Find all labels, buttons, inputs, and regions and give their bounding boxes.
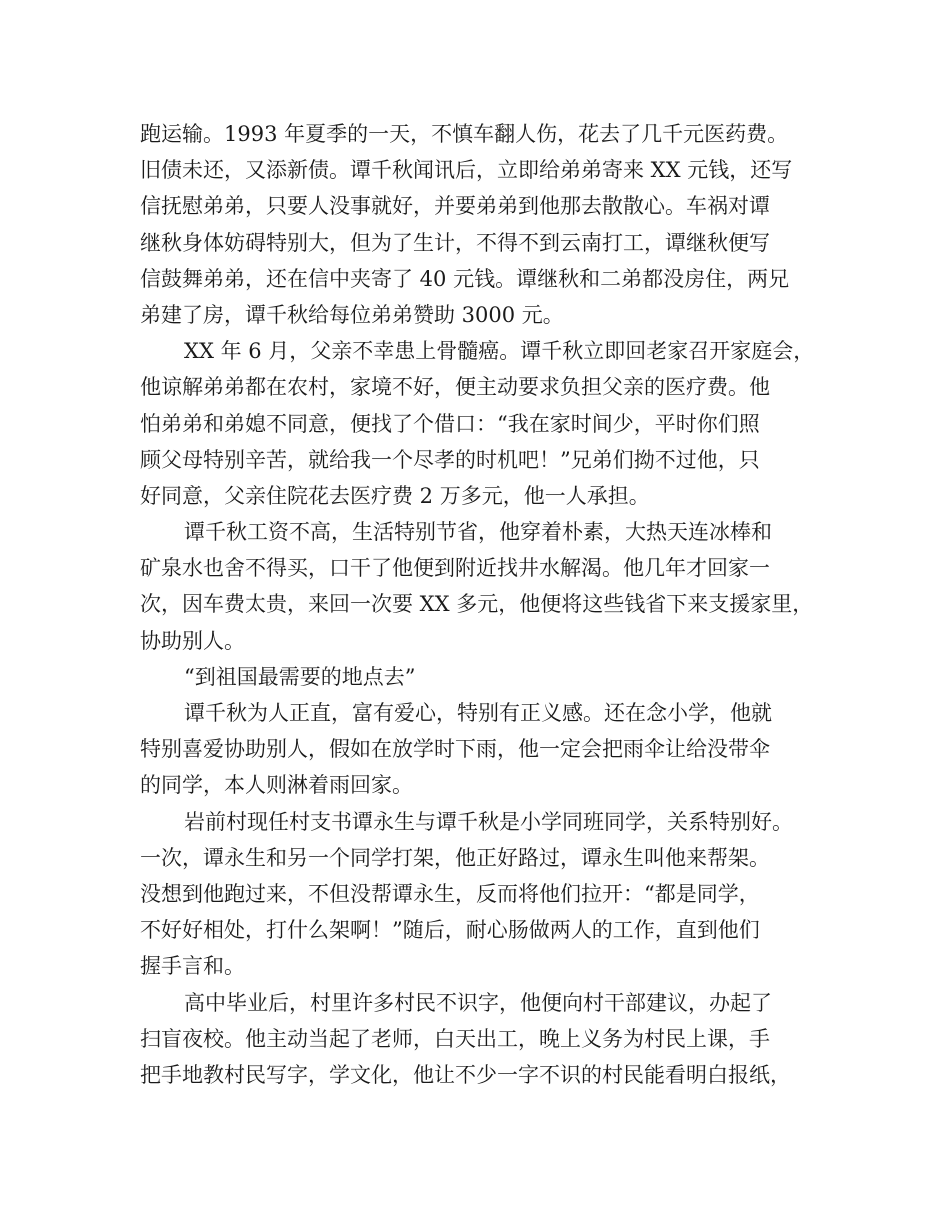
text-line: 旧债未还，又添新债。谭千秋闻讯后，立即给弟弟寄来 XX 元钱，还写	[140, 158, 793, 183]
text-line: 高中毕业后，村里许多村民不识字，他便向村干部建议，办起了	[184, 990, 772, 1015]
text-line: 不好好相处，打什么架啊！”随后，耐心肠做两人的工作，直到他们	[140, 918, 760, 943]
text-line: 信抚慰弟弟，只要人没事就好，并要弟弟到他那去散散心。车祸对谭	[140, 194, 770, 219]
text-line: 跑运输。1993 年夏季的一天，不慎车翻人伤，花去了几千元医药费。	[140, 122, 789, 146]
text-line: 顾父母特别辛苦，就给我一个尽孝的时机吧！”兄弟们拗不过他，只	[140, 447, 760, 472]
document-body	[140, 116, 830, 1093]
text-line: 好同意，父亲住院花去医疗费 2 万多元，他一人承担。	[140, 483, 650, 508]
text-line: XX 年 6 月，父亲不幸患上骨髓癌。谭千秋立即回老家召开家庭会，	[184, 339, 815, 364]
text-line: 岩前村现任村支书谭永生与谭千秋是小学同班同学，关系特别好。	[184, 809, 793, 834]
text-line: 的同学，本人则淋着雨回家。	[140, 773, 413, 798]
text-line: 矿泉水也舍不得买，口干了他便到附近找井水解渴。他几年才回家一	[140, 556, 770, 581]
text-line: 信鼓舞弟弟，还在信中夹寄了 40 元钱。谭继秋和二弟都没房住，两兄	[140, 266, 790, 291]
text-line: 继秋身体妨碍特别大，但为了生计，不得不到云南打工，谭继秋便写	[140, 230, 770, 255]
text-line: 谭千秋为人正直，富有爱心，特别有正义感。还在念小学，他就	[184, 701, 772, 725]
text-line: 扫盲夜校。他主动当起了老师，白天出工，晚上义务为村民上课，手	[140, 1026, 770, 1051]
text-line: 一次，谭永生和另一个同学打架，他正好路过，谭永生叫他来帮架。	[140, 845, 770, 870]
text-line: 他谅解弟弟都在农村，家境不好，便主动要求负担父亲的医疗费。他	[140, 375, 770, 400]
text-line: “到祖国最需要的地点去”	[184, 664, 416, 689]
text-line: 协助别人。	[140, 628, 245, 653]
text-line: 没想到他跑过来，不但没帮谭永生，反而将他们拉开：“都是同学，	[140, 881, 760, 906]
text-line: 弟建了房，谭千秋给每位弟弟赞助 3000 元。	[140, 302, 564, 327]
text-line: 握手言和。	[140, 954, 245, 979]
text-line: 把手地教村民写字，学文化，他让不少一字不识的村民能看明白报纸，	[140, 1062, 791, 1087]
text-line: 次，因车费太贵，来回一次要 XX 多元，他便将这些钱省下来支援家里，	[140, 592, 814, 617]
text-line: 谭千秋工资不高，生活特别节省，他穿着朴素，大热天连冰棒和	[184, 520, 772, 545]
text-line: 怕弟弟和弟媳不同意，便找了个借口：“我在家时间少，平时你们照	[140, 411, 760, 436]
text-line: 特别喜爱协助别人，假如在放学时下雨，他一定会把雨伞让给没带伞	[140, 737, 770, 762]
